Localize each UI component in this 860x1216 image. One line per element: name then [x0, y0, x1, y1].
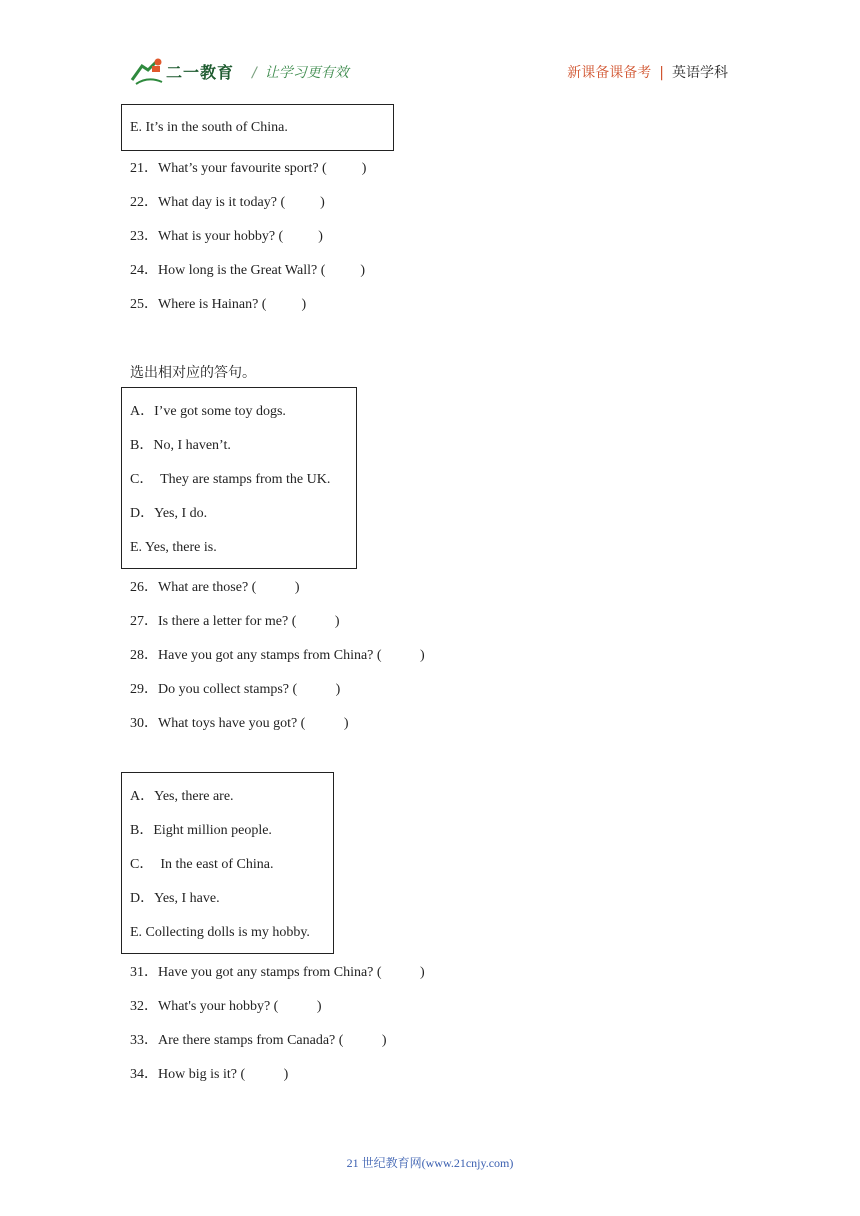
option-d: D．Yes, I do. [130, 506, 208, 521]
option-b: B．Eight million people. [130, 823, 272, 838]
question-29: 29．Do you collect stamps? ( ) [130, 682, 341, 697]
slogan-text: 让学习更有效 [264, 65, 349, 81]
question-22: 22．What day is it today? ( ) [130, 195, 325, 210]
question-30: 30．What toys have you got? ( ) [130, 716, 349, 731]
header-right: 新课备课备考 | 英语学科 [567, 65, 728, 81]
option-a: A．Yes, there are. [130, 789, 234, 804]
question-24: 24．How long is the Great Wall? ( ) [130, 263, 366, 278]
option-c: C． They are stamps from the UK. [130, 472, 331, 487]
header-subject: 英语学科 [672, 65, 728, 81]
header-course-label: 新课备课备考 [567, 65, 652, 81]
question-28: 28．Have you got any stamps from China? ( ) [130, 648, 425, 663]
question-33: 33．Are there stamps from Canada? ( ) [130, 1033, 387, 1048]
question-27: 27．Is there a letter for me? ( ) [130, 614, 340, 629]
option-line: E. It’s in the south of China. [130, 120, 288, 135]
question-26: 26．What are those? ( ) [130, 580, 300, 595]
slogan: / 让学习更有效 [252, 65, 349, 81]
section-heading: 选出相对应的答句。 [130, 365, 256, 381]
option-d: D．Yes, I have. [130, 891, 220, 906]
option-e: E. Collecting dolls is my hobby. [130, 925, 310, 940]
page-footer: 21 世纪教育网(www.21cnjy.com) [346, 1156, 514, 1170]
option-b: B．No, I haven’t. [130, 438, 231, 453]
option-e: E. Yes, there is. [130, 540, 217, 555]
question-25: 25．Where is Hainan? ( ) [130, 297, 307, 312]
question-21: 21．What’s your favourite sport? ( ) [130, 161, 367, 176]
question-34: 34．How big is it? ( ) [130, 1067, 289, 1082]
question-31: 31．Have you got any stamps from China? ( ) [130, 965, 425, 980]
option-c: C． In the east of China. [130, 857, 274, 872]
question-32: 32．What's your hobby? ( ) [130, 999, 322, 1014]
page-header [128, 52, 728, 92]
logo-text: 二一教育 [166, 63, 235, 82]
question-23: 23．What is your hobby? ( ) [130, 229, 323, 244]
option-a: A．I’ve got some toy dogs. [130, 404, 286, 419]
